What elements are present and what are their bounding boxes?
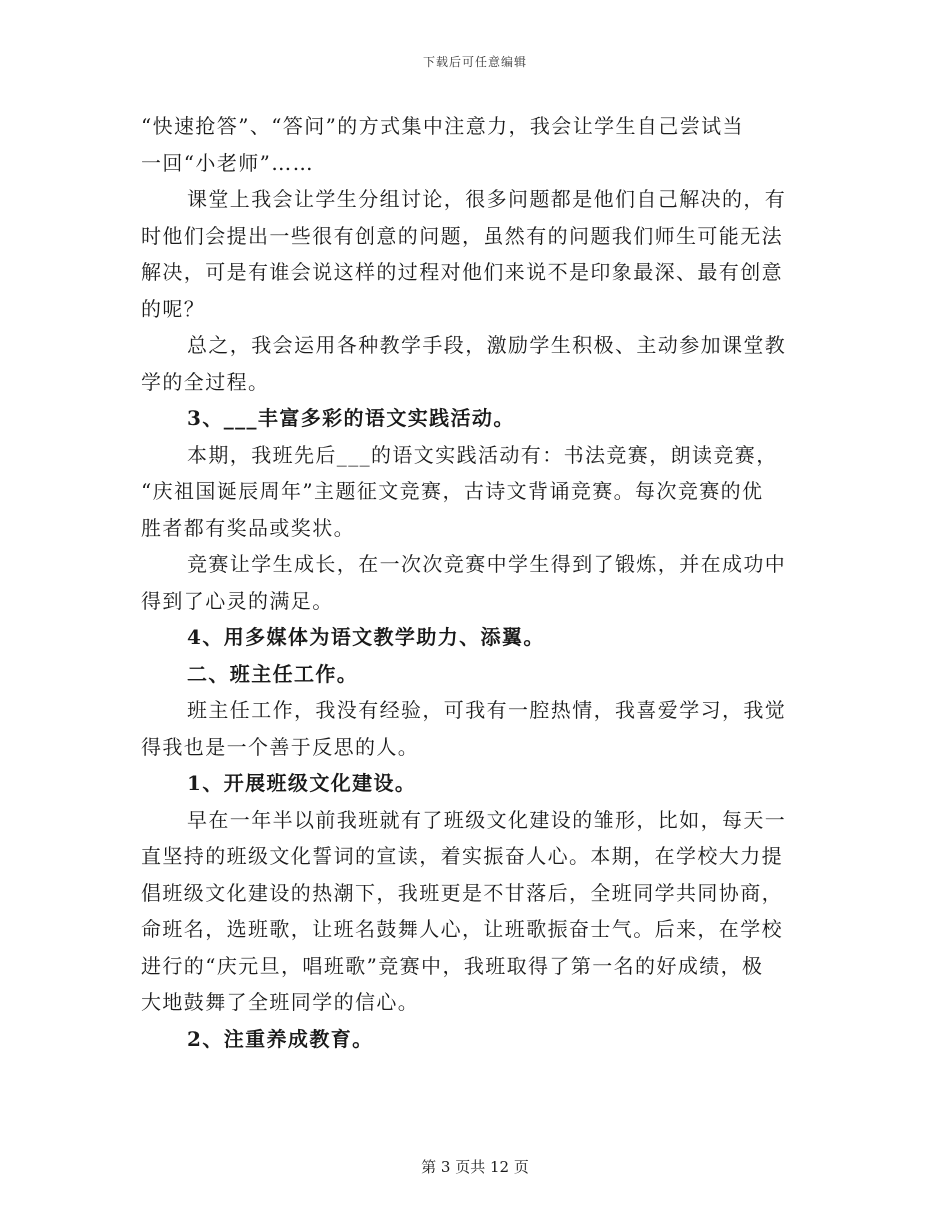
body-line: 学的全过程。 [141, 369, 270, 394]
paragraph-start: 班主任工作，我没有经验，可我有一腔热情，我喜爱学习，我觉 [187, 698, 787, 722]
body-line: “快速抢答”、“答问”的方式集中注意力，我会让学生自己尝试当 [141, 114, 744, 138]
body-line: 胜者都有奖品或奖状。 [141, 515, 355, 540]
paragraph-start: 竞赛让学生成长，在一次次竞赛中学生得到了锻炼，并在成功中 [187, 552, 787, 576]
paragraph-start: 总之，我会运用各种教学手段，激励学生积极、主动参加课堂教 [187, 333, 787, 357]
body-line: 得到了心灵的满足。 [141, 588, 334, 613]
body-line: 倡班级文化建设的热潮下，我班更是不甘落后，全班同学共同协商， [141, 880, 783, 905]
section-heading-4: 4、用多媒体为语文教学助力、添翼。 [187, 625, 545, 649]
section-heading-class-culture: 1、开展班级文化建设。 [187, 771, 417, 795]
paragraph-start: 课堂上我会让学生分组讨论，很多问题都是他们自己解决的，有 [187, 187, 787, 211]
document-body [141, 108, 797, 1057]
body-line: 的呢？ [141, 296, 206, 321]
body-line: 时他们会提出一些很有创意的问题，虽然有的问题我们师生可能无法 [141, 223, 783, 248]
body-line: “庆祖国诞辰周年”主题征文竞赛，古诗文背诵竞赛。每次竞赛的优 [141, 479, 764, 503]
section-heading-habits: 2、注重养成教育。 [187, 1026, 374, 1051]
body-line: 解决，可是有谁会说这样的过程对他们来说不是印象最深、最有创意 [141, 260, 783, 284]
paragraph-start: 本期，我班先后___的语文实践活动有：书法竞赛，朗读竞赛， [187, 442, 778, 467]
body-line: 一回“小老师”…… [141, 150, 315, 175]
page-number: 第 3 页共 12 页 [421, 1158, 529, 1176]
body-line: 直坚持的班级文化誓词的宣读，着实振奋人心。本期，在学校大力提 [141, 844, 783, 868]
paragraph-start: 早在一年半以前我班就有了班级文化建设的雏形，比如，每天一 [187, 807, 787, 832]
body-line: 进行的“庆元旦，唱班歌”竞赛中，我班取得了第一名的好成绩，极 [141, 953, 764, 978]
section-heading-3: 3、___丰富多彩的语文实践活动。 [187, 406, 515, 430]
section-heading-class-teacher: 二、班主任工作。 [187, 661, 359, 686]
page-header-note: 下载后可任意编辑 [422, 55, 527, 69]
body-line: 得我也是一个善于反思的人。 [141, 734, 420, 759]
body-line: 命班名，选班歌，让班名鼓舞人心，让班歌振奋士气。后来，在学校 [141, 917, 783, 941]
body-line: 大地鼓舞了全班同学的信心。 [141, 990, 420, 1014]
